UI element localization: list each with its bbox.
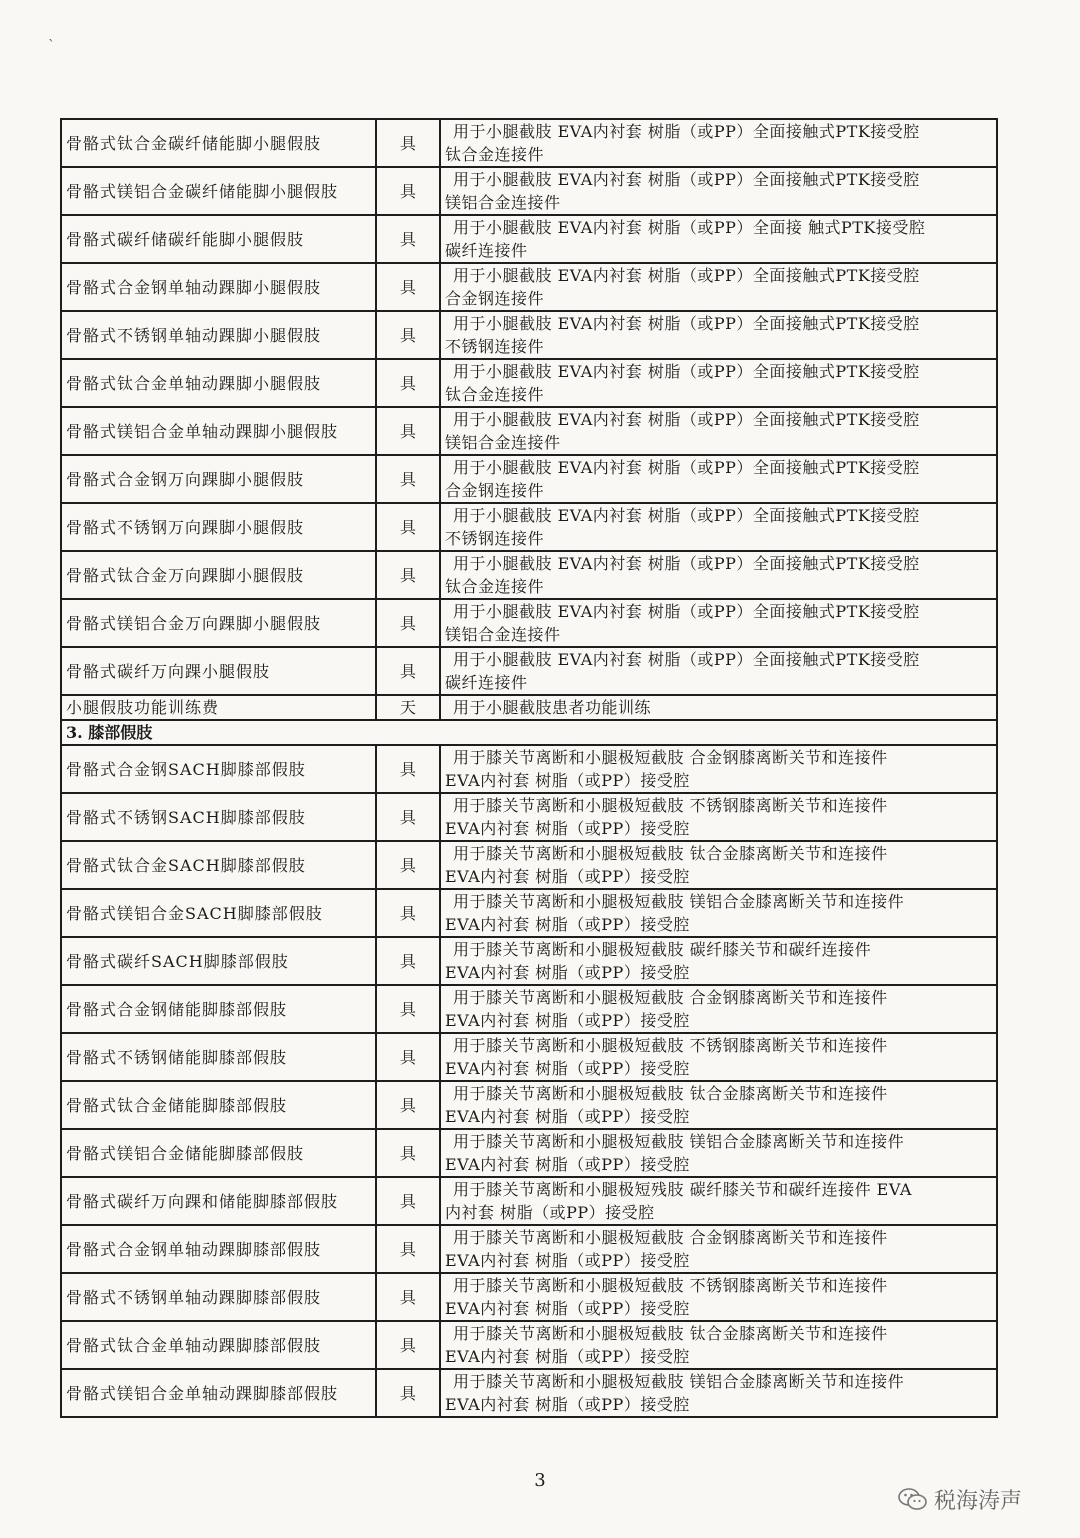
item-description [440, 889, 997, 937]
description-line: 用于小腿截肢 EVA内衬套 树脂（或PP）全面接触式PTK接受腔 [453, 410, 920, 429]
item-description [440, 1129, 997, 1177]
item-name: 小腿假肢功能训练费 [61, 695, 376, 720]
description-line: 内衬套 树脂（或PP）接受腔 [445, 1203, 655, 1222]
table-row [61, 1081, 997, 1129]
description-line: 合金钢连接件 [445, 481, 545, 500]
item-name: 骨骼式钛合金SACH脚膝部假肢 [61, 841, 376, 889]
description-line: 不锈钢连接件 [445, 337, 545, 356]
item-description [440, 119, 997, 167]
item-description [440, 551, 997, 599]
item-name: 骨骼式不锈钢SACH脚膝部假肢 [61, 793, 376, 841]
table-row [61, 551, 997, 599]
table-row [61, 1273, 997, 1321]
item-name: 骨骼式镁铝合金储能脚膝部假肢 [61, 1129, 376, 1177]
item-name: 骨骼式镁铝合金碳纤储能脚小腿假肢 [61, 167, 376, 215]
table-row [61, 455, 997, 503]
item-description [440, 647, 997, 695]
watermark-text: 税海涛声 [934, 1489, 1023, 1514]
item-unit: 具 [376, 647, 440, 695]
description-line: 用于膝关节离断和小腿极短截肢 钛合金膝离断关节和连接件 [453, 1324, 888, 1343]
description-line: 用于小腿截肢 EVA内衬套 树脂（或PP）全面接触式PTK接受腔 [453, 122, 920, 141]
description-line: 用于膝关节离断和小腿极短截肢 合金钢膝离断关节和连接件 [453, 1228, 888, 1247]
watermark [898, 1484, 1022, 1515]
item-unit: 具 [376, 263, 440, 311]
item-unit: 具 [376, 889, 440, 937]
description-line: 用于小腿截肢 EVA内衬套 树脂（或PP）全面接触式PTK接受腔 [453, 170, 920, 189]
item-description [440, 503, 997, 551]
item-unit: 具 [376, 937, 440, 985]
description-line: 用于膝关节离断和小腿极短截肢 合金钢膝离断关节和连接件 [453, 748, 888, 767]
table-row [61, 1225, 997, 1273]
table-row [61, 311, 997, 359]
table-row [61, 793, 997, 841]
table-row [61, 503, 997, 551]
item-unit: 具 [376, 455, 440, 503]
item-description [440, 1081, 997, 1129]
description-line: 用于膝关节离断和小腿极短截肢 不锈钢膝离断关节和连接件 [453, 796, 888, 815]
description-line: 用于小腿截肢 EVA内衬套 树脂（或PP）全面接触式PTK接受腔 [453, 458, 920, 477]
item-name: 骨骼式钛合金单轴动踝脚小腿假肢 [61, 359, 376, 407]
section-header-row [61, 720, 997, 745]
scan-speck: ` [48, 38, 55, 54]
table-row [61, 695, 997, 720]
item-description [440, 1273, 997, 1321]
item-name: 骨骼式钛合金储能脚膝部假肢 [61, 1081, 376, 1129]
item-name: 骨骼式镁铝合金SACH脚膝部假肢 [61, 889, 376, 937]
item-unit: 具 [376, 407, 440, 455]
training-and-section-header [61, 695, 997, 745]
item-description [440, 745, 997, 793]
description-line: 镁铝合金连接件 [445, 193, 561, 212]
prosthesis-price-table [60, 118, 998, 1418]
item-name: 骨骼式钛合金单轴动踝脚膝部假肢 [61, 1321, 376, 1369]
item-name: 骨骼式碳纤SACH脚膝部假肢 [61, 937, 376, 985]
description-line: 用于小腿截肢 EVA内衬套 树脂（或PP）全面接触式PTK接受腔 [453, 602, 920, 621]
description-line: 碳纤连接件 [445, 673, 528, 692]
item-unit: 具 [376, 1321, 440, 1369]
item-unit: 具 [376, 167, 440, 215]
page-number: 3 [534, 1470, 546, 1491]
description-line: EVA内衬套 树脂（或PP）接受腔 [445, 867, 690, 886]
item-description [440, 455, 997, 503]
item-unit: 具 [376, 1225, 440, 1273]
knee-section [61, 745, 997, 1417]
table-row [61, 985, 997, 1033]
item-name: 骨骼式镁铝合金单轴动踝脚小腿假肢 [61, 407, 376, 455]
item-name: 骨骼式合金钢储能脚膝部假肢 [61, 985, 376, 1033]
item-description [440, 167, 997, 215]
item-unit: 具 [376, 503, 440, 551]
description-line: 用于小腿截肢 EVA内衬套 树脂（或PP）全面接触式PTK接受腔 [453, 650, 920, 669]
item-name: 骨骼式钛合金万向踝脚小腿假肢 [61, 551, 376, 599]
item-name: 骨骼式碳纤储碳纤能脚小腿假肢 [61, 215, 376, 263]
section-title: 3. 膝部假肢 [61, 720, 997, 745]
table-row [61, 167, 997, 215]
item-name: 骨骼式合金钢单轴动踝脚小腿假肢 [61, 263, 376, 311]
item-name: 骨骼式合金钢SACH脚膝部假肢 [61, 745, 376, 793]
description-line: EVA内衬套 树脂（或PP）接受腔 [445, 1395, 690, 1414]
description-line: 用于膝关节离断和小腿极短截肢 镁铝合金膝离断关节和连接件 [453, 892, 905, 911]
item-unit: 具 [376, 1273, 440, 1321]
item-name: 骨骼式不锈钢单轴动踝脚小腿假肢 [61, 311, 376, 359]
item-unit: 具 [376, 311, 440, 359]
table-row [61, 745, 997, 793]
item-description [440, 841, 997, 889]
item-name: 骨骼式不锈钢万向踝脚小腿假肢 [61, 503, 376, 551]
description-line: 镁铝合金连接件 [445, 625, 561, 644]
item-name: 骨骼式钛合金碳纤储能脚小腿假肢 [61, 119, 376, 167]
item-description [440, 937, 997, 985]
item-unit: 具 [376, 1177, 440, 1225]
table-row [61, 889, 997, 937]
description-line: EVA内衬套 树脂（或PP）接受腔 [445, 915, 690, 934]
item-name: 骨骼式碳纤万向踝小腿假肢 [61, 647, 376, 695]
description-line: 用于膝关节离断和小腿极短截肢 碳纤膝关节和碳纤连接件 [453, 940, 872, 959]
description-line: 用于小腿截肢患者功能训练 [453, 698, 652, 717]
table-row [61, 1177, 997, 1225]
item-description [440, 215, 997, 263]
item-unit: 具 [376, 1081, 440, 1129]
table-row [61, 1369, 997, 1417]
description-line: 用于膝关节离断和小腿极短截肢 不锈钢膝离断关节和连接件 [453, 1036, 888, 1055]
item-description [440, 263, 997, 311]
description-line: EVA内衬套 树脂（或PP）接受腔 [445, 1347, 690, 1366]
item-unit: 具 [376, 985, 440, 1033]
description-line: 用于膝关节离断和小腿极短截肢 合金钢膝离断关节和连接件 [453, 988, 888, 1007]
table-row [61, 647, 997, 695]
item-description [440, 793, 997, 841]
item-unit: 具 [376, 599, 440, 647]
item-description [440, 695, 997, 720]
description-line: 用于膝关节离断和小腿极短截肢 钛合金膝离断关节和连接件 [453, 1084, 888, 1103]
description-line: 用于小腿截肢 EVA内衬套 树脂（或PP）全面接触式PTK接受腔 [453, 266, 920, 285]
item-unit: 具 [376, 793, 440, 841]
description-line: 镁铝合金连接件 [445, 433, 561, 452]
table-row [61, 407, 997, 455]
description-line: 用于膝关节离断和小腿极短截肢 镁铝合金膝离断关节和连接件 [453, 1132, 905, 1151]
description-line: 用于小腿截肢 EVA内衬套 树脂（或PP）全面接 触式PTK接受腔 [453, 218, 926, 237]
description-line: EVA内衬套 树脂（或PP）接受腔 [445, 771, 690, 790]
description-line: 碳纤连接件 [445, 241, 528, 260]
description-line: 用于膝关节离断和小腿极短截肢 钛合金膝离断关节和连接件 [453, 844, 888, 863]
description-line: 钛合金连接件 [445, 385, 545, 404]
item-name: 骨骼式合金钢万向踝脚小腿假肢 [61, 455, 376, 503]
item-unit: 具 [376, 1369, 440, 1417]
description-line: EVA内衬套 树脂（或PP）接受腔 [445, 1299, 690, 1318]
description-line: EVA内衬套 树脂（或PP）接受腔 [445, 1011, 690, 1030]
item-unit: 具 [376, 1129, 440, 1177]
description-line: EVA内衬套 树脂（或PP）接受腔 [445, 963, 690, 982]
description-line: 用于小腿截肢 EVA内衬套 树脂（或PP）全面接触式PTK接受腔 [453, 314, 920, 333]
item-unit: 具 [376, 745, 440, 793]
description-line: EVA内衬套 树脂（或PP）接受腔 [445, 819, 690, 838]
description-line: EVA内衬套 树脂（或PP）接受腔 [445, 1155, 690, 1174]
item-name: 骨骼式不锈钢单轴动踝脚膝部假肢 [61, 1273, 376, 1321]
description-line: 用于膝关节离断和小腿极短截肢 镁铝合金膝离断关节和连接件 [453, 1372, 905, 1391]
item-unit: 天 [376, 695, 440, 720]
item-description [440, 985, 997, 1033]
table-row [61, 599, 997, 647]
lower-leg-section [61, 119, 997, 695]
item-unit: 具 [376, 359, 440, 407]
description-line: 用于小腿截肢 EVA内衬套 树脂（或PP）全面接触式PTK接受腔 [453, 362, 920, 381]
description-line: 用于膝关节离断和小腿极短残肢 碳纤膝关节和碳纤连接件 EVA [453, 1180, 912, 1199]
item-name: 骨骼式碳纤万向踝和储能脚膝部假肢 [61, 1177, 376, 1225]
item-name: 骨骼式镁铝合金万向踝脚小腿假肢 [61, 599, 376, 647]
description-line: 用于小腿截肢 EVA内衬套 树脂（或PP）全面接触式PTK接受腔 [453, 554, 920, 573]
description-line: 钛合金连接件 [445, 145, 545, 164]
item-name: 骨骼式不锈钢储能脚膝部假肢 [61, 1033, 376, 1081]
item-unit: 具 [376, 551, 440, 599]
description-line: 合金钢连接件 [445, 289, 545, 308]
item-description [440, 1225, 997, 1273]
item-description [440, 407, 997, 455]
item-unit: 具 [376, 215, 440, 263]
table-row [61, 1033, 997, 1081]
item-description [440, 1033, 997, 1081]
table-row [61, 841, 997, 889]
table-row [61, 359, 997, 407]
description-line: 用于膝关节离断和小腿极短截肢 不锈钢膝离断关节和连接件 [453, 1276, 888, 1295]
table-row [61, 215, 997, 263]
table-row [61, 1321, 997, 1369]
description-line: EVA内衬套 树脂（或PP）接受腔 [445, 1251, 690, 1270]
item-description [440, 1321, 997, 1369]
table-row [61, 263, 997, 311]
table-row [61, 119, 997, 167]
description-line: 用于小腿截肢 EVA内衬套 树脂（或PP）全面接触式PTK接受腔 [453, 506, 920, 525]
table-row [61, 1129, 997, 1177]
description-line: 钛合金连接件 [445, 577, 545, 596]
item-unit: 具 [376, 119, 440, 167]
item-description [440, 359, 997, 407]
wechat-icon [898, 1487, 928, 1513]
item-description [440, 599, 997, 647]
item-unit: 具 [376, 1033, 440, 1081]
item-description [440, 1177, 997, 1225]
item-name: 骨骼式合金钢单轴动踝脚膝部假肢 [61, 1225, 376, 1273]
table-row [61, 937, 997, 985]
item-unit: 具 [376, 841, 440, 889]
item-description [440, 1369, 997, 1417]
item-name: 骨骼式镁铝合金单轴动踝脚膝部假肢 [61, 1369, 376, 1417]
item-description [440, 311, 997, 359]
description-line: 不锈钢连接件 [445, 529, 545, 548]
description-line: EVA内衬套 树脂（或PP）接受腔 [445, 1059, 690, 1078]
description-line: EVA内衬套 树脂（或PP）接受腔 [445, 1107, 690, 1126]
